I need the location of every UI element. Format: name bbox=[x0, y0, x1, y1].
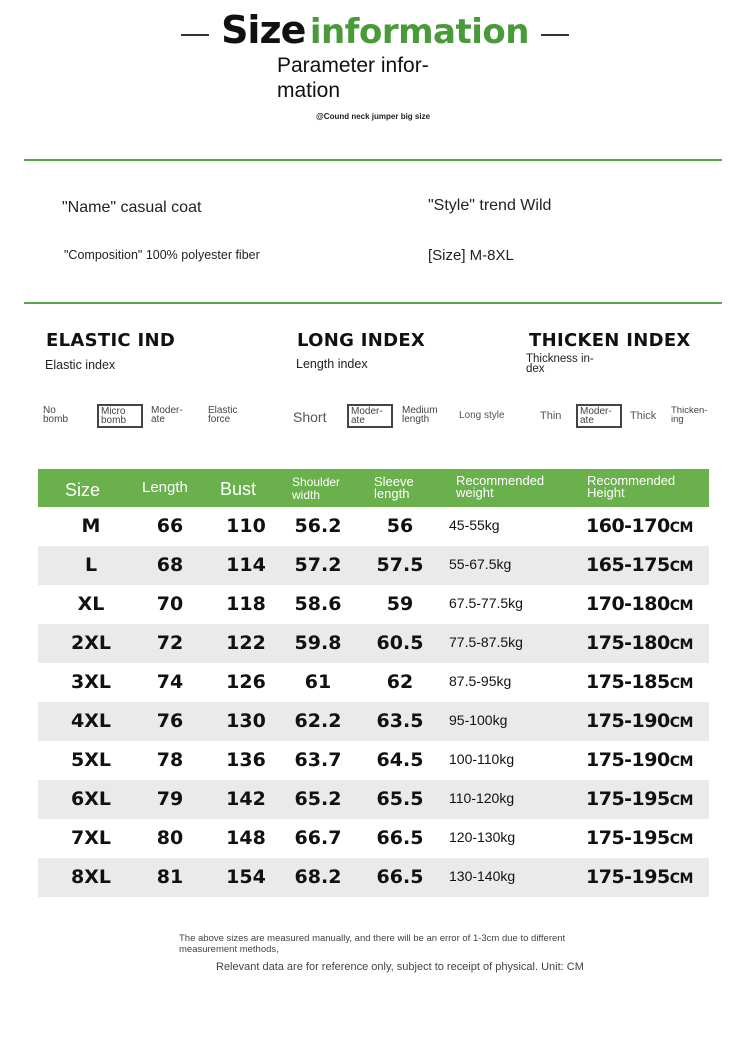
cell-weight: 110-120kg bbox=[449, 790, 515, 806]
page-title bbox=[0, 8, 750, 52]
cell-shoulder: 56.2 bbox=[294, 515, 342, 537]
divider-bottom bbox=[24, 302, 722, 304]
length-index-subtitle: Length index bbox=[296, 357, 368, 371]
height-range: 160-170 bbox=[586, 515, 670, 537]
cell-shoulder: 63.7 bbox=[294, 749, 342, 771]
cell-length: 81 bbox=[156, 866, 184, 888]
cell-weight: 120-130kg bbox=[449, 829, 516, 845]
height-range: 165-175 bbox=[586, 554, 670, 576]
cell-sleeve: 57.5 bbox=[376, 554, 424, 576]
cell-length: 76 bbox=[156, 710, 184, 732]
cell-sleeve: 59 bbox=[386, 593, 414, 615]
cell-bust: 154 bbox=[226, 866, 266, 888]
cell-weight: 67.5-77.5kg bbox=[449, 595, 523, 611]
header-bust: Bust bbox=[220, 479, 257, 499]
height-unit: CM bbox=[669, 637, 693, 653]
thicken-option-thickening: Thicken-ing bbox=[671, 405, 708, 425]
cell-size: XL bbox=[77, 593, 105, 615]
length-option-moderate-selected: Moder-ate bbox=[347, 404, 393, 428]
cell-bust: 148 bbox=[226, 827, 266, 849]
size-table-body bbox=[38, 507, 709, 897]
cell-weight: 87.5-95kg bbox=[449, 673, 512, 689]
height-unit: CM bbox=[669, 832, 693, 848]
cell-shoulder: 62.2 bbox=[294, 710, 342, 732]
header-sleeve-length: Sleeve length bbox=[374, 474, 414, 501]
height-range: 170-180 bbox=[586, 593, 670, 615]
table-row bbox=[38, 819, 709, 858]
reference-note: Relevant data are for reference only, subject to receipt of physical. Unit: CM bbox=[216, 961, 584, 973]
info-size: [Size] M-8XL bbox=[428, 247, 514, 264]
cell-length: 79 bbox=[156, 788, 184, 810]
size-table bbox=[38, 469, 709, 897]
info-name: "Name" casual coat bbox=[62, 199, 202, 216]
header-size: Size bbox=[65, 480, 101, 500]
height-range: 175-185 bbox=[586, 671, 670, 693]
height-unit: CM bbox=[669, 598, 693, 614]
height-unit: CM bbox=[669, 520, 693, 536]
header-recommended-height: Recommended Height bbox=[587, 473, 676, 500]
cell-bust: 114 bbox=[226, 554, 266, 576]
product-tagline: @Cound neck jumper big size bbox=[316, 112, 431, 121]
cell-height bbox=[586, 702, 706, 741]
cell-size: 4XL bbox=[71, 710, 111, 732]
header-recommended-weight: Recommended weight bbox=[456, 473, 545, 500]
cell-height bbox=[586, 585, 706, 624]
height-unit: CM bbox=[669, 793, 693, 809]
cell-weight: 77.5-87.5kg bbox=[449, 634, 523, 650]
length-option-medium-length: Medium length bbox=[402, 405, 438, 425]
cell-bust: 122 bbox=[226, 632, 266, 654]
cell-sleeve: 62 bbox=[386, 671, 414, 693]
length-option-short: Short bbox=[293, 409, 327, 425]
cell-shoulder: 57.2 bbox=[294, 554, 342, 576]
cell-height bbox=[586, 546, 706, 585]
cell-weight: 130-140kg bbox=[449, 868, 516, 884]
cell-height bbox=[586, 741, 706, 780]
cell-bust: 142 bbox=[226, 788, 266, 810]
height-range: 175-190 bbox=[586, 710, 670, 732]
table-row bbox=[38, 741, 709, 780]
cell-sleeve: 56 bbox=[386, 515, 414, 537]
cell-shoulder: 65.2 bbox=[294, 788, 342, 810]
cell-bust: 130 bbox=[226, 710, 266, 732]
height-range: 175-195 bbox=[586, 827, 670, 849]
elastic-option-moderate: Moder-ate bbox=[151, 405, 183, 425]
table-row bbox=[38, 585, 709, 624]
cell-sleeve: 60.5 bbox=[376, 632, 424, 654]
cell-length: 80 bbox=[156, 827, 184, 849]
title-right-dash bbox=[541, 34, 569, 36]
cell-weight: 45-55kg bbox=[449, 517, 500, 533]
cell-bust: 118 bbox=[226, 593, 266, 615]
cell-length: 74 bbox=[156, 671, 184, 693]
height-range: 175-195 bbox=[586, 788, 670, 810]
length-option-long-style: Long style bbox=[459, 410, 505, 421]
info-style: "Style" trend Wild bbox=[428, 197, 552, 214]
elastic-index-title: ELASTIC IND bbox=[46, 330, 176, 351]
thicken-option-thick: Thick bbox=[630, 410, 657, 422]
cell-sleeve: 66.5 bbox=[376, 866, 424, 888]
cell-shoulder: 68.2 bbox=[294, 866, 342, 888]
title-left-dash bbox=[181, 34, 209, 36]
cell-shoulder: 61 bbox=[304, 671, 332, 693]
cell-bust: 126 bbox=[226, 671, 266, 693]
cell-length: 66 bbox=[156, 515, 184, 537]
info-composition: "Composition" 100% polyester fiber bbox=[64, 248, 260, 262]
cell-length: 70 bbox=[156, 593, 184, 615]
cell-weight: 95-100kg bbox=[449, 712, 508, 728]
height-range: 175-195 bbox=[586, 866, 670, 888]
height-range: 175-190 bbox=[586, 749, 670, 771]
cell-height bbox=[586, 624, 706, 663]
cell-sleeve: 63.5 bbox=[376, 710, 424, 732]
thicken-option-thin: Thin bbox=[540, 410, 562, 422]
elastic-option-micro-bomb-selected: Micro bomb bbox=[97, 404, 143, 428]
cell-shoulder: 59.8 bbox=[294, 632, 342, 654]
table-row bbox=[38, 663, 709, 702]
cell-length: 68 bbox=[156, 554, 184, 576]
elastic-option-elastic-force: Elastic force bbox=[208, 405, 238, 425]
cell-height bbox=[586, 663, 706, 702]
table-row bbox=[38, 702, 709, 741]
cell-size: 3XL bbox=[71, 671, 111, 693]
cell-sleeve: 65.5 bbox=[376, 788, 424, 810]
table-row bbox=[38, 780, 709, 819]
cell-size: 6XL bbox=[71, 788, 111, 810]
cell-size: M bbox=[81, 515, 101, 537]
height-range: 175-180 bbox=[586, 632, 670, 654]
cell-weight: 100-110kg bbox=[449, 751, 515, 767]
cell-size: 5XL bbox=[71, 749, 111, 771]
divider-top bbox=[24, 159, 722, 161]
height-unit: CM bbox=[669, 715, 693, 731]
size-table-header bbox=[38, 469, 709, 507]
cell-size: 7XL bbox=[71, 827, 111, 849]
cell-shoulder: 66.7 bbox=[294, 827, 342, 849]
page-subtitle: Parameter infor-mation bbox=[277, 54, 429, 102]
cell-length: 78 bbox=[156, 749, 184, 771]
thicken-index-subtitle: Thickness in-dex bbox=[526, 353, 594, 375]
table-row bbox=[38, 546, 709, 585]
cell-size: 2XL bbox=[71, 632, 111, 654]
cell-bust: 110 bbox=[226, 515, 266, 537]
title-size-word: Size bbox=[221, 8, 306, 52]
cell-height bbox=[586, 858, 706, 897]
thicken-option-moderate-selected: Moder-ate bbox=[576, 404, 622, 428]
elastic-option-no-bomb: No bomb bbox=[43, 405, 69, 425]
height-unit: CM bbox=[669, 871, 693, 887]
cell-length: 72 bbox=[156, 632, 184, 654]
table-row bbox=[38, 858, 709, 897]
height-unit: CM bbox=[669, 676, 693, 692]
cell-height bbox=[586, 819, 706, 858]
cell-weight: 55-67.5kg bbox=[449, 556, 512, 572]
cell-sleeve: 64.5 bbox=[376, 749, 424, 771]
height-unit: CM bbox=[669, 559, 693, 575]
thicken-index-title: THICKEN INDEX bbox=[529, 330, 691, 351]
table-row bbox=[38, 507, 709, 546]
cell-height bbox=[586, 507, 706, 546]
measurement-note: The above sizes are measured manually, and there will be an error of 1-3cm due to different measurement methods, bbox=[179, 933, 566, 955]
cell-sleeve: 66.5 bbox=[376, 827, 424, 849]
elastic-index-subtitle: Elastic index bbox=[45, 358, 116, 372]
height-unit: CM bbox=[669, 754, 693, 770]
cell-height bbox=[586, 780, 706, 819]
cell-bust: 136 bbox=[226, 749, 266, 771]
header-length: Length bbox=[142, 479, 188, 496]
title-information-word: information bbox=[309, 12, 529, 52]
cell-shoulder: 58.6 bbox=[294, 593, 342, 615]
cell-size: L bbox=[84, 554, 98, 576]
header-shoulder-width: Shoulder width bbox=[292, 475, 341, 502]
cell-size: 8XL bbox=[71, 866, 111, 888]
table-row bbox=[38, 624, 709, 663]
length-index-title: LONG INDEX bbox=[297, 330, 426, 351]
